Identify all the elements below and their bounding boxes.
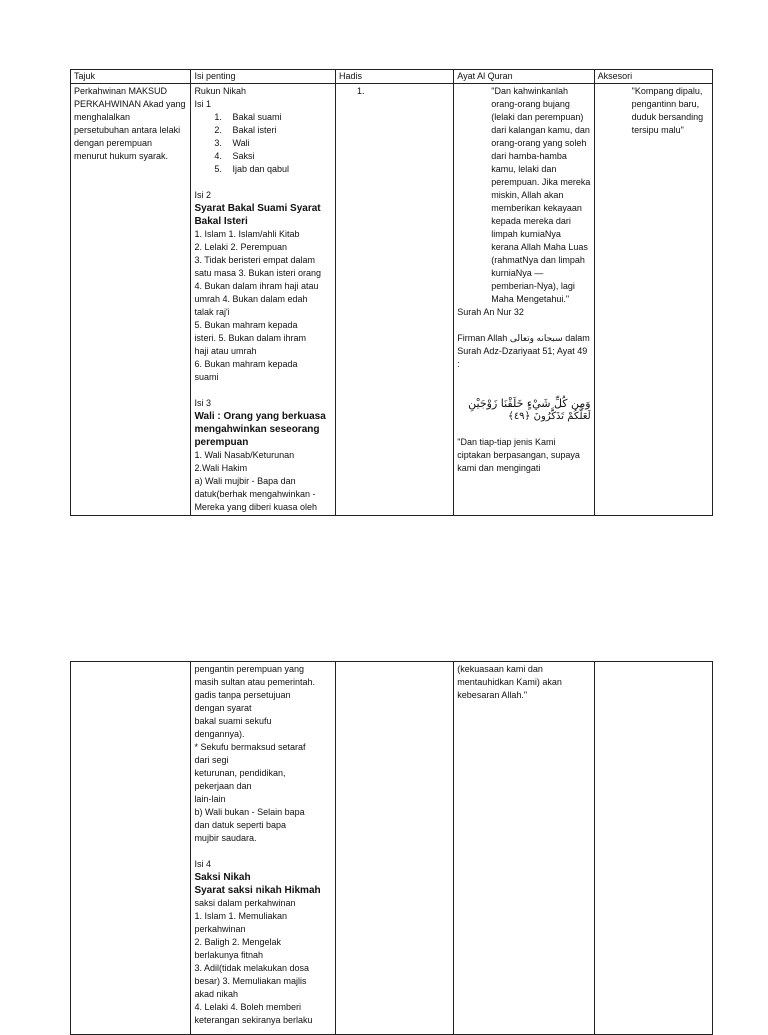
list-item: 2. Bakal isteri: [224, 124, 332, 137]
text-line: gadis tanpa persetujuan: [194, 690, 291, 700]
header-tajuk: Tajuk: [71, 70, 191, 84]
rukun-title: Rukun Nikah: [194, 86, 246, 96]
ayat-cell: [454, 84, 594, 516]
text-line: dengannya).: [194, 729, 245, 739]
ayat-translation: "Dan tiap-tiap jenis Kami ciptakan berpasangan, supaya kami dan mengingati: [457, 437, 580, 473]
header-hadis: Hadis: [335, 70, 453, 84]
list-item: 3. Wali: [224, 137, 332, 150]
isi2-label: Isi 2: [194, 190, 211, 200]
list-item: 1. Bakal suami: [224, 111, 332, 124]
text-line: haji atau umrah: [194, 346, 257, 356]
text-line: lain-lain: [194, 794, 226, 804]
table-row: [71, 662, 713, 1035]
firman-prefix: Firman Allah: [457, 333, 508, 343]
header-ayat-al-quran: Ayat Al Quran: [454, 70, 594, 84]
text-line: umrah 4. Bukan dalam edah: [194, 294, 308, 304]
text-line: keterangan sekiranya berlaku: [194, 1015, 313, 1025]
ayat-arabic-line-1: وَمِن كُلِّ شَيْءٍ خَلَقْنَا زَوْجَيْنِ: [468, 397, 591, 410]
isi4-heading: Saksi Nikah: [194, 872, 251, 883]
aksesori-text: "Kompang dipalu, pengantinn baru, duduk bersanding tersipu malu": [631, 86, 704, 135]
isi4-label: Isi 4: [194, 859, 211, 869]
hadis-number: 1.: [356, 86, 365, 96]
tajuk-cell: [71, 84, 191, 516]
rukun-list: [194, 111, 332, 176]
text-line: isteri. 5. Bukan dalam ihram: [194, 333, 306, 343]
isi3-label: Isi 3: [194, 398, 211, 408]
text-line: 4. Bukan dalam ihram haji atau: [194, 281, 319, 291]
text-line: keturunan, pendidikan,: [194, 768, 286, 778]
text-line: a) Wali mujbir - Bapa dan: [194, 476, 296, 486]
text-line: 5. Bukan mahram kepada: [194, 320, 298, 330]
text-line: 2.Wali Hakim: [194, 463, 248, 473]
header-aksesori: Aksesori: [594, 70, 712, 84]
tajuk-cell: [71, 662, 191, 1035]
firman-allah: [457, 332, 590, 371]
text-line: 1. Islam 1. Memuliakan: [194, 911, 287, 921]
text-line: 4. Lelaki 4. Boleh memberi: [194, 1002, 301, 1012]
isi4-subheading: Syarat saksi nikah Hikmah: [194, 885, 321, 896]
text-line: 3. Adil(tidak melakukan dosa: [194, 963, 310, 973]
ayat-cell: [454, 662, 594, 1035]
firman-arabic: سبحانه وتعالى: [509, 333, 563, 343]
text-line: 1. Wali Nasab/Keturunan: [194, 450, 295, 460]
content-table-page-2: [70, 661, 713, 1035]
ayat-quote: "Dan kahwinkanlah orang-orang bujang (lelaki dan perempuan) dari kalangan kamu, dan orang-orang yang soleh dari hamba-hamba kamu, lelaki dan perempuan. Jika mereka miskin, Allah akan memberikan kekayaan kepada mereka dari limpah kurniaNya kerana Allah Maha Luas (rahmatNya dan limpah kurniaNya — pemberian-Nya), lagi Maha Mengetahui.": [491, 86, 591, 304]
text-line: 2. Baligh 2. Mengelak: [194, 937, 281, 947]
text-line: b) Wali bukan - Selain bapa: [194, 807, 305, 817]
text-line: masih sultan atau pemerintah.: [194, 677, 316, 687]
text-line: akad nikah: [194, 989, 238, 999]
text-line: Mereka yang diberi kuasa oleh: [194, 502, 318, 512]
text-line: 3. Tidak beristeri empat dalam: [194, 255, 315, 265]
isi1-label: Isi 1: [194, 99, 211, 109]
list-item: 4. Saksi: [224, 150, 332, 163]
isi3-heading: Wali : Orang yang berkuasa mengahwinkan seseorang perempuan: [194, 411, 326, 448]
text-line: saksi dalam perkahwinan: [194, 898, 296, 908]
hadis-cell: [335, 84, 453, 516]
text-line: suami: [194, 372, 219, 382]
ayat-arabic-line-2: لَعَلَّكُمْ تَذَكَّرُونَ ﴿٤٩﴾: [507, 411, 591, 422]
surah-reference: Surah An Nur 32: [457, 307, 524, 317]
text-line: perkahwinan: [194, 924, 246, 934]
content-table-page-1: [70, 69, 713, 516]
text-line: berlakunya fitnah: [194, 950, 263, 960]
list-item: 5. Ijab dan qabul: [224, 163, 332, 176]
ayat-translation-continued: (kekuasaan kami dan mentauhidkan Kami) akan kebesaran Allah.": [457, 664, 562, 700]
header-isi-penting: Isi penting: [191, 70, 336, 84]
text-line: dan datuk seperti bapa: [194, 820, 287, 830]
aksesori-cell: [594, 84, 712, 516]
tajuk-text: Perkahwinan MAKSUD PERKAHWINAN Akad yang menghalalkan persetubuhan antara lelaki dengan perempuan menurut hukum syarak.: [74, 86, 186, 161]
text-line: dengan syarat: [194, 703, 252, 713]
text-line: 1. Islam 1. Islam/ahli Kitab: [194, 229, 300, 239]
text-line: bakal suami sekufu: [194, 716, 272, 726]
text-line: 6. Bukan mahram kepada: [194, 359, 298, 369]
text-line: datuk(berhak mengahwinkan -: [194, 489, 316, 499]
text-line: besar) 3. Memuliakan majlis: [194, 976, 307, 986]
table-header-row: [71, 70, 713, 84]
aksesori-cell: [594, 662, 712, 1035]
text-line: dari segi: [194, 755, 229, 765]
hadis-cell: [335, 662, 453, 1035]
text-line: satu masa 3. Bukan isteri orang: [194, 268, 322, 278]
text-line: * Sekufu bermaksud setaraf: [194, 742, 306, 752]
text-line: 2. Lelaki 2. Perempuan: [194, 242, 287, 252]
isi-penting-cell: [191, 84, 336, 516]
text-line: pekerjaan dan: [194, 781, 252, 791]
isi-penting-cell: [191, 662, 336, 1035]
text-line: pengantin perempuan yang: [194, 664, 305, 674]
firman-rest: dalam Surah Adz-Dzariyaat 51; Ayat 49 :: [457, 333, 590, 369]
text-line: talak raj'i: [194, 307, 230, 317]
table-row: [71, 84, 713, 516]
isi2-heading: Syarat Bakal Suami Syarat Bakal Isteri: [194, 203, 321, 227]
text-line: mujbir saudara.: [194, 833, 257, 843]
